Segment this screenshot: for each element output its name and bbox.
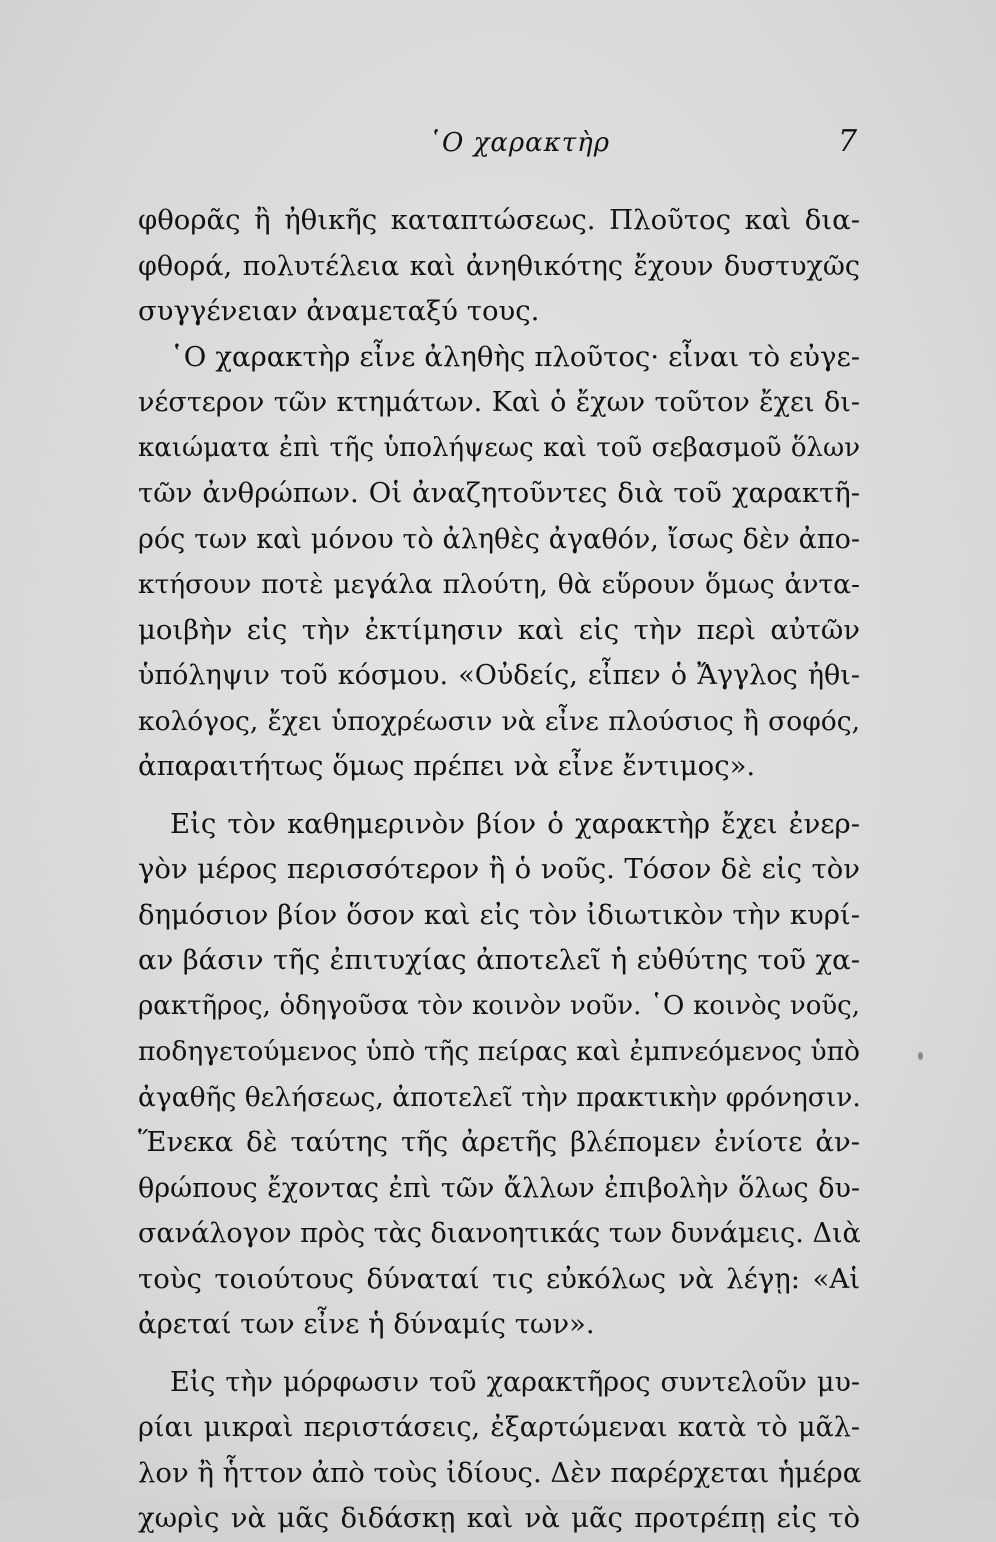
text-line: μοιβὴν εἰς τὴν ἐκτίμησιν καὶ εἰς τὴν περὶ αὐτῶν <box>138 613 860 646</box>
paragraph <box>138 1360 860 1542</box>
paper-speck <box>918 1052 923 1060</box>
text-line: δημόσιον βίον ὅσον καὶ εἰς τὸν ἰδιωτικὸν τὴν κυρί- <box>138 898 860 931</box>
text-line: Ἕνεκα δὲ ταύτης τῆς ἀρετῆς βλέπομεν ἐνίοτε ἀν- <box>138 1126 860 1158</box>
text-line: ἀγαθῆς θελήσεως, ἀποτελεῖ τὴν πρακτικὴν φρόνησιν. <box>138 1081 861 1113</box>
text-line: χωρὶς νὰ μᾶς διδάσκῃ καὶ νὰ μᾶς προτρέπῃ εἰς τὸ <box>138 1502 860 1534</box>
text-line: φθορᾶς ἢ ἠθικῆς καταπτώσεως. Πλοῦτος καὶ δια- <box>138 204 860 236</box>
text-line: ρίαι μικραὶ περιστάσεις, ἐξαρτώμεναι κατὰ τὸ μᾶλ- <box>138 1412 860 1443</box>
paragraph <box>138 335 860 790</box>
paragraph-gap <box>138 790 860 802</box>
text-line: τοὺς τοιούτους δύναταί τις εὐκόλως νὰ λέγῃ: «Αἱ <box>138 1262 860 1295</box>
text-line: ὑπόληψιν τοῦ κόσμου. «Οὐδείς, εἶπεν ὁ Ἄγγλος ἠθι- <box>138 660 860 691</box>
text-line: καιώματα ἐπὶ τῆς ὑπολήψεως καὶ τοῦ σεβασμοῦ ὅλων <box>138 432 860 463</box>
text-line: θρώπους ἔχοντας ἐπὶ τῶν ἄλλων ἐπιβολὴν ὅλως δυ- <box>138 1172 860 1204</box>
text-line: αν βάσιν τῆς ἐπιτυχίας ἀποτελεῖ ἡ εὐθύτης τοῦ χα- <box>138 944 860 976</box>
text-line: ἀρεταί των εἶνε ἡ δύναμίς των». <box>138 1308 595 1340</box>
text-line: γὸν μέρος περισσότερον ἢ ὁ νοῦς. Τόσον δὲ εἰς τὸν <box>138 853 860 885</box>
text-line: κτήσουν ποτὲ μεγάλα πλούτη, θὰ εὕρουν ὅμως ἀντα- <box>138 569 860 600</box>
text-line: τῶν ἀνθρώπων. Οἱ ἀναζητοῦντες διὰ τοῦ χαρακτῆ- <box>138 477 860 509</box>
text-line: Εἰς τὸν καθημερινὸν βίον ὁ χαρακτὴρ ἔχει ἐνερ- <box>170 807 860 840</box>
paragraph-gap <box>138 1348 860 1360</box>
running-title: ῾Ο χαρακτὴρ <box>428 128 611 158</box>
paragraph <box>138 198 860 335</box>
text-line: νέστερον τῶν κτημάτων. Καὶ ὁ ἔχων τοῦτον ἔχει δι- <box>138 387 860 418</box>
page-number: 7 <box>838 124 858 159</box>
text-line: συγγένειαν ἀναμεταξύ τους. <box>138 295 540 327</box>
running-header <box>0 124 996 168</box>
body-text <box>138 198 860 1542</box>
text-line: Εἰς τὴν μόρφωσιν τοῦ χαρακτῆρος συντελοῦν μυ- <box>170 1366 860 1398</box>
text-line: ρός των καὶ μόνου τὸ ἀληθὲς ἀγαθόν, ἴσως δὲν ἀπο- <box>138 523 860 555</box>
text-line: ἀπαραιτήτως ὅμως πρέπει νὰ εἶνε ἔντιμος». <box>138 750 756 782</box>
paragraph <box>138 802 860 1348</box>
text-line: ποδηγετούμενος ὑπὸ τῆς πείρας καὶ ἐμπνεόμενος ὑπὸ <box>138 1036 860 1067</box>
text-line: λον ἢ ἧττον ἀπὸ τοὺς ἰδίους. Δὲν παρέρχεται ἡμέρα <box>138 1456 862 1489</box>
text-line: κολόγος, ἔχει ὑποχρέωσιν νὰ εἶνε πλούσιος ἢ σοφός, <box>138 705 860 737</box>
text-line: ρακτῆρος, ὁδηγοῦσα τὸν κοινὸν νοῦν. ῾Ο κοινὸς νοῦς, <box>138 990 860 1021</box>
text-line: σανάλογον πρὸς τὰς διανοητικάς των δυνάμεις. Διὰ <box>138 1218 861 1249</box>
text-line: ῾Ο χαρακτὴρ εἶνε ἀληθὴς πλοῦτος· εἶναι τὸ εὐγε- <box>170 340 860 373</box>
text-line: φθορά, πολυτέλεια καὶ ἀνηθικότης ἔχουν δυστυχῶς <box>138 250 860 282</box>
